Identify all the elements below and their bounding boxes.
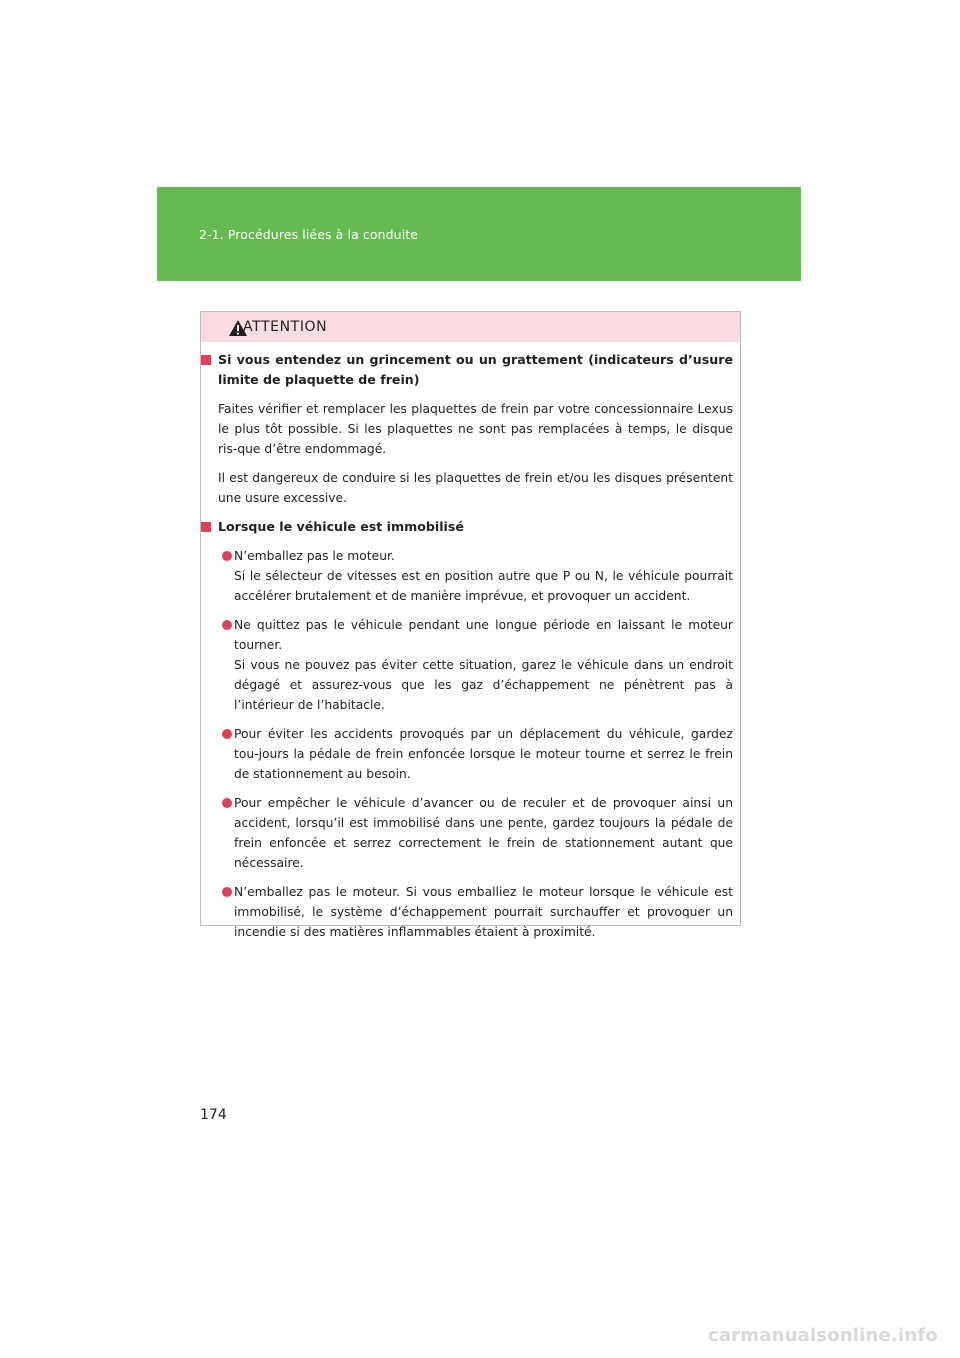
section-title: 2-1. Procédures liées à la conduite — [199, 227, 419, 242]
warning-section-vehicle-stopped — [201, 517, 740, 942]
list-item: N’emballez pas le moteur. Si vous emballiez le moteur lorsque le véhicule est immobilisé, le système d’échappement pourrait surchauffer et provoquer un incendie si des matières inflammables étaient à proximité. — [218, 882, 733, 942]
chapter-header-band — [157, 187, 801, 281]
section-heading: Si vous entendez un grincement ou un grattement (indicateurs d’usure limite de plaquette de frein) — [218, 350, 733, 390]
list-item: N’emballez pas le moteur. Si le sélecteur de vitesses est en position autre que P ou N, le véhicule pourrait accélérer brutalement et de manière imprévue, et provoquer un accident. — [218, 546, 733, 606]
round-bullet-icon — [222, 551, 232, 561]
bullet-list — [218, 546, 733, 942]
round-bullet-icon — [222, 798, 232, 808]
paragraph: Faites vérifier et remplacer les plaquettes de frein par votre concessionnaire Lexus le plus tôt possible. Si les plaquettes ne sont pas remplacées à temps, le disque ris-que d’être endommagé. — [218, 402, 733, 456]
warning-header — [201, 312, 740, 342]
list-item: Pour empêcher le véhicule d’avancer ou de reculer et de provoquer ainsi un accident, lorsqu’il est immobilisé dans une pente, gardez toujours la pédale de frein enfoncée et serrez correctement le frein de stationnement autant que nécessaire. — [218, 793, 733, 873]
section-heading: Lorsque le véhicule est immobilisé — [218, 517, 733, 537]
paragraph: Il est dangereux de conduire si les plaquettes de frein et/ou les disques présentent une usure excessive. — [218, 471, 733, 505]
square-bullet-icon — [201, 522, 211, 532]
round-bullet-icon — [222, 887, 232, 897]
round-bullet-icon — [222, 729, 232, 739]
round-bullet-icon — [222, 620, 232, 630]
watermark: carmanualsonline.info — [707, 1325, 938, 1346]
list-item: Pour éviter les accidents provoqués par un déplacement du véhicule, gardez tou-jours la pédale de frein enfoncée lorsque le moteur tourne et serrez le frein de stationnement au besoin. — [218, 724, 733, 784]
list-item: Ne quittez pas le véhicule pendant une longue période en laissant le moteur tourner. Si vous ne pouvez pas éviter cette situation, garez le véhicule dans un endroit dégagé et assurez-vous que les gaz d’échappement ne pénètrent pas à l’intérieur de l’habitacle. — [218, 615, 733, 715]
warning-label: ATTENTION — [243, 319, 328, 335]
page-number: 174 — [200, 1107, 227, 1123]
warning-box — [200, 311, 741, 939]
warning-body — [201, 350, 740, 942]
square-bullet-icon — [201, 355, 211, 365]
warning-section-brake-pads — [201, 350, 740, 508]
